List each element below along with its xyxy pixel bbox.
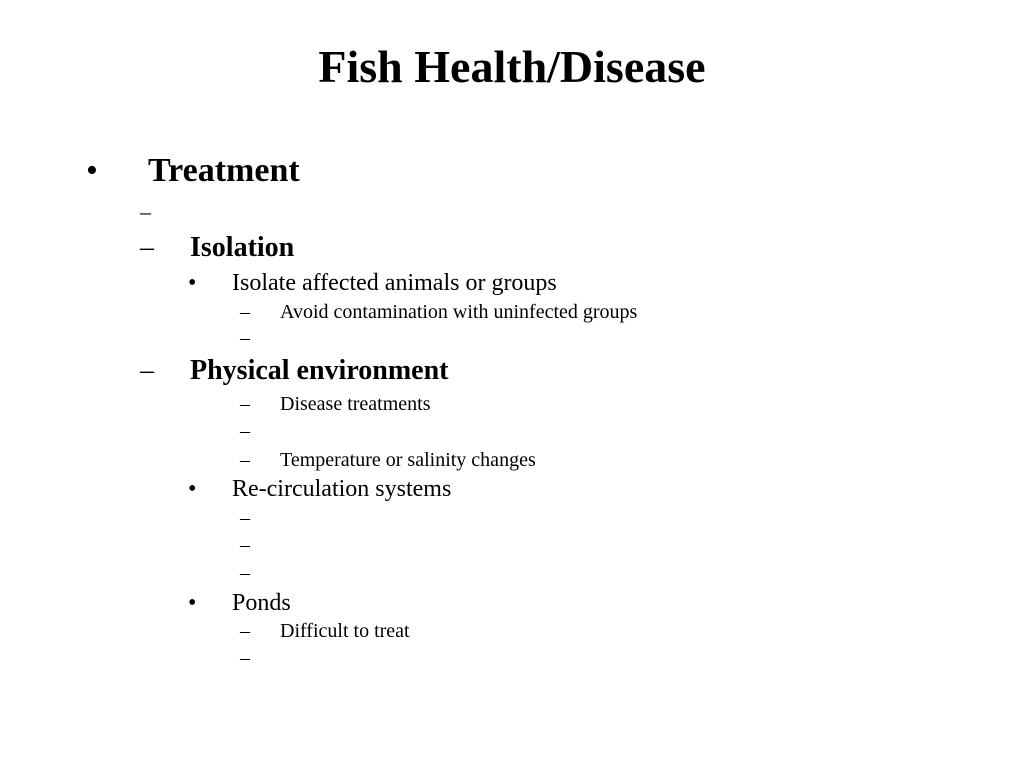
dash-marker: – <box>140 232 154 263</box>
list-item-label: Ponds <box>232 590 291 616</box>
list-item-label: Isolation <box>190 232 295 263</box>
bullet-marker: • <box>86 152 98 189</box>
bullet-marker: • <box>188 590 197 616</box>
list-item-label: Difficult to treat <box>280 620 410 642</box>
list-item-label: Avoid contamination with uninfected groups <box>280 301 638 323</box>
list-item-label: Re-circulation systems <box>232 476 452 502</box>
dash-marker: – <box>240 562 250 584</box>
dash-marker: – <box>240 393 250 415</box>
dash-marker: – <box>240 327 250 349</box>
dash-marker: – <box>140 355 154 386</box>
dash-marker: – <box>240 647 250 669</box>
list-item-label: Treatment <box>148 152 300 189</box>
list-item-label: Isolate affected animals or groups <box>232 270 557 296</box>
list-item-label: Physical environment <box>190 355 449 386</box>
list-item-label: Disease treatments <box>280 393 431 415</box>
dash-marker: – <box>240 507 250 529</box>
bullet-marker: • <box>188 476 197 502</box>
bullet-marker: • <box>188 270 197 296</box>
dash-marker: – <box>140 199 151 224</box>
dash-marker: – <box>240 620 250 642</box>
dash-marker: – <box>240 449 250 471</box>
dash-marker: – <box>240 534 250 556</box>
slide-title: Fish Health/Disease <box>318 41 706 92</box>
dash-marker: – <box>240 420 250 442</box>
list-item-label: Temperature or salinity changes <box>280 449 536 471</box>
dash-marker: – <box>240 301 250 323</box>
